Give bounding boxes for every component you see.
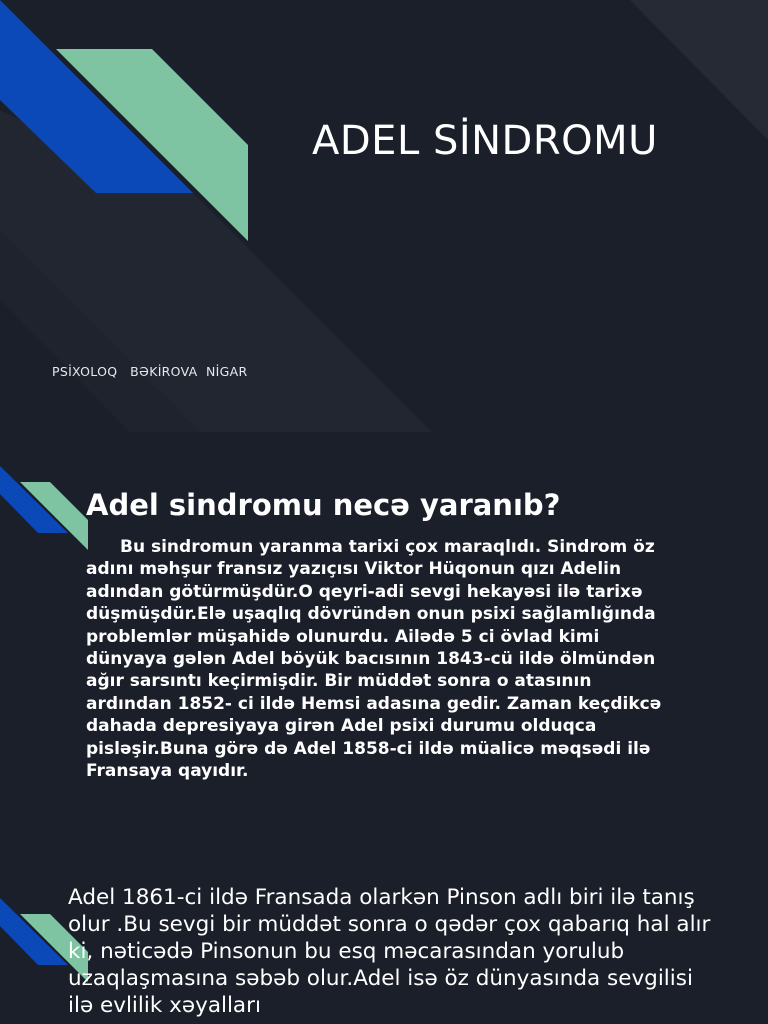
slide-body-text: Adel 1861-ci ildə Fransada olarkən Pinson adlı biri ilə tanış olur .Bu sevgi bir müddət sonra o qədər çox qabarıq hal alır ki, nəticədə Pinsonun bu esq məcarasından yorulub uzaqlaşmasına səbəb olur.Adel isə öz dünyasında sevgilisi ilə evlilik xəyalları <box>68 885 711 1018</box>
slide-title: ADEL SİNDROMU <box>312 118 658 164</box>
slide-body-text: Bu sindromun yaranma tarixi çox maraqlıdı. Sindrom öz adını məhşur fransız yazıçısı Viktor Hüqonun qızı Adelin adından götürmüşdür.O qeyri-adi sevgi hekayəsi ilə tarixə düşmüşdür.Elə uşaqlıq dövründən onun psixi sağlamlığında problemlər müşahidə olunurdu. Ailədə 5 ci övlad kimi dünyaya gələn Adel böyük bacısının 1843-cü ildə ölmündən ağır sarsıntı keçirmişdir. Bir müddət sonra o atasının ardından 1852- ci ildə Hemsi adasına gedir. Zaman keçdikcə dahada depresiyaya girən Adel psixi durumu olduqca pisləşir.Buna görə də Adel 1858-ci ildə müalicə məqsədi ilə Fransaya qayıdır. <box>86 537 662 782</box>
content-slide-story <box>0 864 768 1024</box>
title-slide <box>0 0 768 432</box>
slide-heading: Adel sindromu necə yaranıb? <box>86 488 561 522</box>
slide-subtitle-author: PSİXOLOQ BƏKİROVA NİGAR <box>52 364 248 379</box>
content-slide-origin <box>0 432 768 864</box>
